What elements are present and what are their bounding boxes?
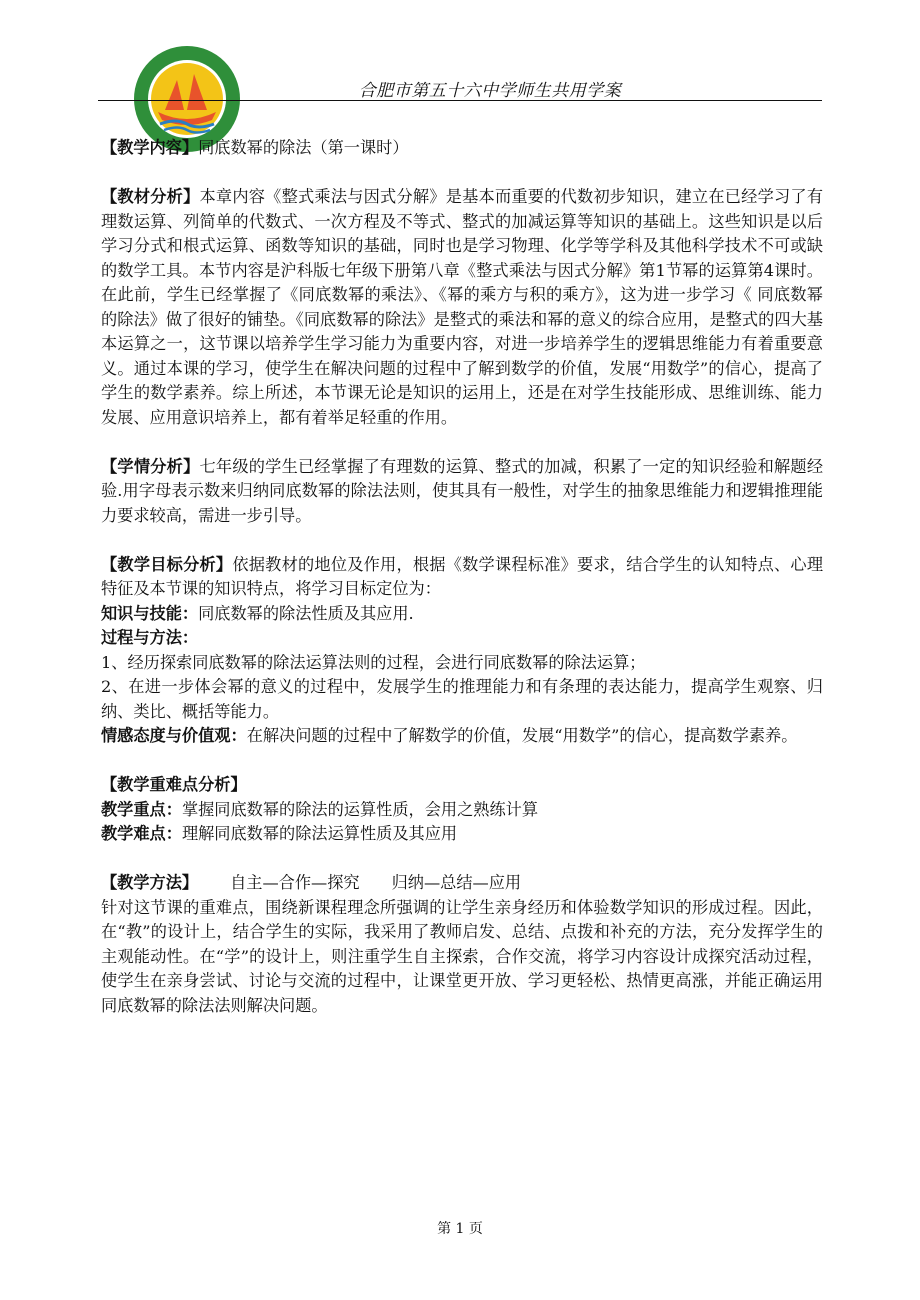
page-number: 第 1 页	[437, 1221, 483, 1237]
header-title: 合肥市第五十六中学师生共用学案	[358, 81, 622, 101]
goal-process-1: 1、经历探索同底数幂的除法运算法则的过程，会进行同底数幂的除法运算；	[101, 652, 646, 672]
keypoint-focus: 教学重点：掌握同底数幂的除法的运算性质，会用之熟练计算	[101, 799, 539, 819]
section-method-text: 针对这节课的重难点，围绕新课程理念所强调的让学生亲身经历和体验数学知识的形成过程。因此，在“教”的设计上，结合学生的实际，我采用了教师启发、总结、点拨和补充的方法，充分发挥学生的主观能动性。在“学”的设计上，则注重学生自主探索，合作交流，将学习内容设计成探究活动过程，使学生在亲身尝试、讨论与交流的过程中，让课堂更开放、学习更轻松、热情更高涨，并能正确运用同底数幂的除法法则解决问题。	[101, 897, 823, 1015]
goal-emotion: 情感态度与价值观：在解决问题的过程中了解数学的价值，发展“用数学”的信心，提高数学素养。	[101, 726, 798, 745]
header-rule	[98, 100, 822, 101]
section-goals: 【教学目标分析】依据教材的地位及作用，根据《数学课程标准》要求，结合学生的认知特点、心理特征及本节课的知识特点，将学习目标定位为：	[101, 554, 824, 598]
keypoint-difficulty: 教学难点：理解同底数幂的除法运算性质及其应用	[101, 824, 458, 843]
goal-process-2: 2、在进一步体会幂的意义的过程中，发展学生的推理能力和有条理的表达能力，提高学生观察、归纳、类比、概括等能力。	[101, 677, 823, 721]
goal-process-label: 过程与方法：	[101, 628, 199, 647]
section-method-title: 【教学方法】 自主—合作—探究 归纳—总结—应用	[101, 873, 522, 892]
document-body	[101, 136, 823, 1018]
section-content: 【教学内容】同底数幂的除法（第一课时）	[101, 138, 409, 157]
section-analysis: 【教材分析】本章内容《整式乘法与因式分解》是基本而重要的代数初步知识，建立在已经学习了有理数运算、列简单的代数式、一次方程及不等式、整式的加减运算等知识的基础上。这些知识是以后学习分式和根式运算、函数等知识的基础，同时也是学习物理、化学等学科及其他科学技术不可或缺的数学工具。本节内容是沪科版七年级下册第八章《整式乘法与因式分解》第1节幂的运算第4课时。在此前，学生已经掌握了《同底数幂的乘法》、《幂的乘方与积的乘方》，这为进一步学习《 同底数幂的除法》做了很好的铺垫。《同底数幂的除法》是整式的乘法和幂的意义的综合应用，是整式的四大基本运算之一，这节课以培养学生学习能力为重要内容，对进一步培养学生的逻辑思维能力有着重要意义。通过本课的学习，使学生在解决问题的过程中了解到数学的价值，发展“用数学”的信心，提高了学生的数学素养。综上所述，本节课无论是知识的运用上，还是在对学生技能形成、思维训练、能力发展、应用意识培养上，都有着举足轻重的作用。	[101, 187, 824, 427]
section-keypoints-title: 【教学重难点分析】	[101, 775, 247, 794]
section-students: 【学情分析】七年级的学生已经掌握了有理数的运算、整式的加减，积累了一定的知识经验和解题经验.用字母表示数来归纳同底数幂的除法法则，使其具有一般性，对学生的抽象思维能力和逻辑推理能力要求较高，需进一步引导。	[101, 456, 824, 525]
goal-knowledge: 知识与技能：同底数幂的除法性质及其应用.	[101, 603, 414, 623]
